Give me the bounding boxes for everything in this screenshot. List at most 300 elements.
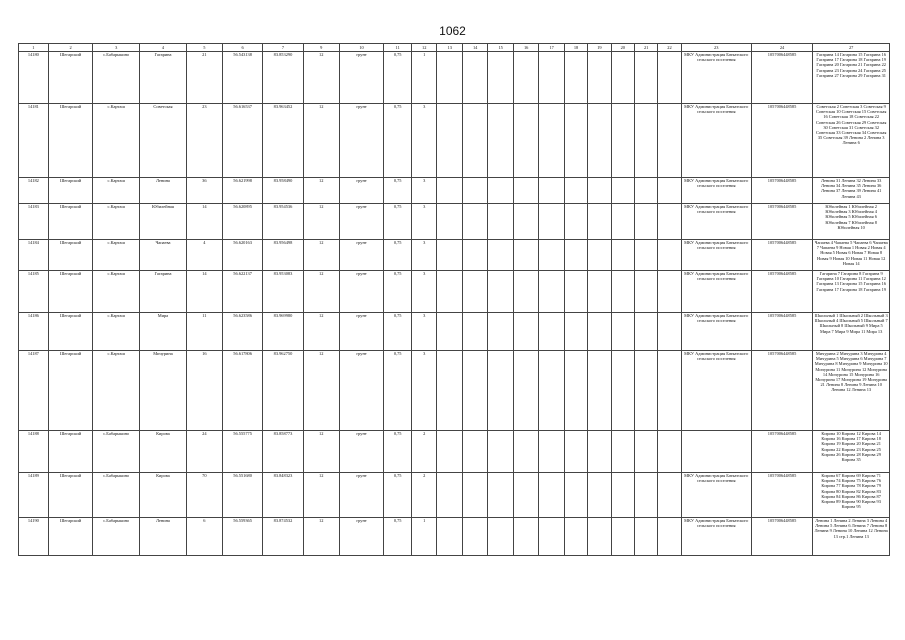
cell-c23 bbox=[681, 431, 751, 473]
cell-c6: 56.551680 bbox=[222, 473, 262, 518]
cell-c15 bbox=[488, 52, 513, 104]
cell-c1: 14188 bbox=[19, 431, 49, 473]
cell-c2: Шегарский bbox=[48, 271, 93, 313]
cell-c19 bbox=[588, 178, 611, 204]
cell-c16 bbox=[513, 313, 538, 351]
cell-c18 bbox=[564, 204, 587, 240]
cell-c4: Гагарина bbox=[140, 52, 187, 104]
cell-c3: с.Бабарыкино bbox=[93, 473, 140, 518]
cell-c22 bbox=[658, 104, 681, 178]
cell-c7: 83.962750 bbox=[263, 351, 303, 431]
table-row bbox=[19, 204, 890, 240]
cell-c19 bbox=[588, 204, 611, 240]
cell-c13 bbox=[437, 351, 462, 431]
cell-c2: Шегарский bbox=[48, 52, 93, 104]
column-header: 15 bbox=[488, 44, 513, 52]
cell-c7: 83.956498 bbox=[263, 240, 303, 271]
cell-c6: 56.622137 bbox=[222, 271, 262, 313]
cell-c2: Шегарский bbox=[48, 431, 93, 473]
cell-c15 bbox=[488, 178, 513, 204]
cell-c22 bbox=[658, 271, 681, 313]
cell-c17 bbox=[539, 104, 564, 178]
cell-c5: 16 bbox=[186, 351, 222, 431]
cell-c19 bbox=[588, 52, 611, 104]
cell-c5: 6 bbox=[186, 518, 222, 556]
cell-c22 bbox=[658, 178, 681, 204]
cell-c19 bbox=[588, 351, 611, 431]
cell-c19 bbox=[588, 271, 611, 313]
table-row bbox=[19, 178, 890, 204]
cell-c22 bbox=[658, 52, 681, 104]
cell-c9: 12 bbox=[303, 351, 339, 431]
cell-c9: 12 bbox=[303, 178, 339, 204]
cell-c9: 12 bbox=[303, 204, 339, 240]
cell-c3: с.Карташ bbox=[93, 204, 140, 240]
cell-c1: 14187 bbox=[19, 351, 49, 431]
cell-c27: Мичурина 2 Мичурина 3 Мичурина 4 Мичурина 5 Мичурина 6 Мичурина 7 Мичурина 8 Мичурина 9 Мичурина 10 Мичурина 11 Мичурина 12 Мичурина 14 Мичурина 15 Мичурина 16 Мичурина 17 Мичурина 19 Мичурина 21 Ленина 8 Ленина 9 Ленина 10 Ленина 12 Ленина 13 bbox=[813, 351, 890, 431]
cell-c13 bbox=[437, 473, 462, 518]
cell-c13 bbox=[437, 240, 462, 271]
cell-c16 bbox=[513, 431, 538, 473]
table-row bbox=[19, 240, 890, 271]
cell-c2: Шегарский bbox=[48, 473, 93, 518]
cell-c12: 3 bbox=[411, 240, 436, 271]
cell-c27: Ленина 1 Ленина 2 Ленина 3 Ленина 4 Ленина 5 Ленина 6 Ленина 7 Ленина 8 Ленина 9 Ленина 10 Ленина 12 Ленина 13 стр.1 Ленина 13 bbox=[813, 518, 890, 556]
cell-c7: 83.853290 bbox=[263, 52, 303, 104]
cell-c19 bbox=[588, 473, 611, 518]
cell-c4: Ленина bbox=[140, 518, 187, 556]
cell-c18 bbox=[564, 104, 587, 178]
cell-c10: грунт bbox=[339, 351, 384, 431]
cell-c21 bbox=[634, 52, 657, 104]
cell-c27: Кирова 10 Кирова 12 Кирова 14 Кирова 16 Кирова 17 Кирова 18 Кирова 19 Кирова 20 Кирова 21 Кирова 22 Кирова 23 Кирова 25 Кирова 26 Кирова 28 Кирова 29 Кирова 35 bbox=[813, 431, 890, 473]
cell-c16 bbox=[513, 271, 538, 313]
cell-c5: 21 bbox=[186, 52, 222, 104]
cell-c3: с.Карташ bbox=[93, 313, 140, 351]
cell-c14 bbox=[462, 313, 487, 351]
cell-c14 bbox=[462, 351, 487, 431]
cell-c18 bbox=[564, 271, 587, 313]
cell-c1: 14184 bbox=[19, 240, 49, 271]
cell-c15 bbox=[488, 104, 513, 178]
cell-c15 bbox=[488, 204, 513, 240]
cell-c21 bbox=[634, 240, 657, 271]
cell-c22 bbox=[658, 313, 681, 351]
cell-c21 bbox=[634, 104, 657, 178]
column-header: 6 bbox=[222, 44, 262, 52]
cell-c20 bbox=[611, 240, 634, 271]
cell-c11: 0,75 bbox=[384, 178, 412, 204]
cell-c9: 12 bbox=[303, 271, 339, 313]
cell-c27: Юбилейная 1 Юбилейная 2 Юбилейная 3 Юбилейная 4 Юбилейная 5 Юбилейная 6 Юбилейная 7 Юбилейная 8 Юбилейная 10 bbox=[813, 204, 890, 240]
cell-c9: 12 bbox=[303, 240, 339, 271]
cell-c20 bbox=[611, 178, 634, 204]
cell-c6: 56.616537 bbox=[222, 104, 262, 178]
column-header: 7 bbox=[263, 44, 303, 52]
cell-c4: Ленина bbox=[140, 178, 187, 204]
cell-c18 bbox=[564, 351, 587, 431]
cell-c11: 0,75 bbox=[384, 104, 412, 178]
column-header: 23 bbox=[681, 44, 751, 52]
cell-c23: МКУ Администрация Баткатского сельского поселения bbox=[681, 473, 751, 518]
table-row bbox=[19, 473, 890, 518]
cell-c14 bbox=[462, 518, 487, 556]
cell-c5: 11 bbox=[186, 313, 222, 351]
cell-c24: 1057006448585 bbox=[751, 431, 813, 473]
cell-c21 bbox=[634, 431, 657, 473]
cell-c11: 0,75 bbox=[384, 473, 412, 518]
column-header: 22 bbox=[658, 44, 681, 52]
table-row bbox=[19, 104, 890, 178]
cell-c5: 14 bbox=[186, 204, 222, 240]
cell-c19 bbox=[588, 313, 611, 351]
header-row bbox=[19, 44, 890, 52]
cell-c14 bbox=[462, 431, 487, 473]
cell-c24: 1057006448585 bbox=[751, 52, 813, 104]
cell-c15 bbox=[488, 240, 513, 271]
cell-c11: 0,75 bbox=[384, 351, 412, 431]
cell-c6: 56.543138 bbox=[222, 52, 262, 104]
cell-c24: 1057006448585 bbox=[751, 518, 813, 556]
cell-c12: 1 bbox=[411, 518, 436, 556]
cell-c21 bbox=[634, 178, 657, 204]
cell-c22 bbox=[658, 473, 681, 518]
cell-c9: 12 bbox=[303, 104, 339, 178]
cell-c20 bbox=[611, 351, 634, 431]
cell-c10: грунт bbox=[339, 518, 384, 556]
cell-c9: 12 bbox=[303, 518, 339, 556]
cell-c27: Гагарина 7 Гагарина 8 Гагарина 9 Гагарина 10 Гагарина 11 Гагарина 12 Гагарина 13 Гагарина 15 Гагарина 16 Гагарина 17 Гагарина 18 Гагарина 19 bbox=[813, 271, 890, 313]
cell-c18 bbox=[564, 52, 587, 104]
cell-c17 bbox=[539, 351, 564, 431]
cell-c16 bbox=[513, 240, 538, 271]
cell-c2: Шегарский bbox=[48, 240, 93, 271]
table-body bbox=[19, 52, 890, 556]
cell-c23: МКУ Администрация Баткатского сельского поселения bbox=[681, 351, 751, 431]
cell-c4: Советская bbox=[140, 104, 187, 178]
column-header: 9 bbox=[303, 44, 339, 52]
column-header: 12 bbox=[411, 44, 436, 52]
table-row bbox=[19, 313, 890, 351]
cell-c5: 36 bbox=[186, 178, 222, 204]
cell-c23: МКУ Администрация Баткатского сельского поселения bbox=[681, 104, 751, 178]
column-header: 5 bbox=[186, 44, 222, 52]
cell-c12: 3 bbox=[411, 178, 436, 204]
cell-c3: с.Карташ bbox=[93, 240, 140, 271]
cell-c6: 56.617806 bbox=[222, 351, 262, 431]
cell-c5: 4 bbox=[186, 240, 222, 271]
cell-c24: 1057006448585 bbox=[751, 313, 813, 351]
cell-c11: 0,75 bbox=[384, 204, 412, 240]
cell-c16 bbox=[513, 52, 538, 104]
cell-c17 bbox=[539, 52, 564, 104]
cell-c22 bbox=[658, 204, 681, 240]
cell-c23: МКУ Администрация Баткатского сельского поселения bbox=[681, 52, 751, 104]
cell-c11: 0,75 bbox=[384, 271, 412, 313]
cell-c16 bbox=[513, 473, 538, 518]
cell-c17 bbox=[539, 271, 564, 313]
column-header: 24 bbox=[751, 44, 813, 52]
cell-c13 bbox=[437, 104, 462, 178]
cell-c18 bbox=[564, 518, 587, 556]
cell-c1: 14180 bbox=[19, 52, 49, 104]
cell-c14 bbox=[462, 240, 487, 271]
table-row bbox=[19, 52, 890, 104]
cell-c23: МКУ Администрация Баткатского сельского поселения bbox=[681, 204, 751, 240]
cell-c3: с.Бабарыкино bbox=[93, 431, 140, 473]
cell-c12: 3 bbox=[411, 313, 436, 351]
cell-c16 bbox=[513, 351, 538, 431]
cell-c20 bbox=[611, 271, 634, 313]
cell-c17 bbox=[539, 313, 564, 351]
cell-c16 bbox=[513, 104, 538, 178]
cell-c11: 0,75 bbox=[384, 518, 412, 556]
cell-c10: грунт bbox=[339, 178, 384, 204]
cell-c16 bbox=[513, 518, 538, 556]
cell-c11: 0,75 bbox=[384, 52, 412, 104]
registry-table bbox=[18, 43, 890, 556]
cell-c9: 12 bbox=[303, 431, 339, 473]
cell-c1: 14190 bbox=[19, 518, 49, 556]
cell-c17 bbox=[539, 240, 564, 271]
cell-c13 bbox=[437, 313, 462, 351]
cell-c6: 56.555775 bbox=[222, 431, 262, 473]
cell-c22 bbox=[658, 518, 681, 556]
cell-c21 bbox=[634, 518, 657, 556]
cell-c4: Чапаева bbox=[140, 240, 187, 271]
cell-c10: грунт bbox=[339, 271, 384, 313]
cell-c18 bbox=[564, 313, 587, 351]
column-header: 1 bbox=[19, 44, 49, 52]
cell-c24: 1057006448585 bbox=[751, 351, 813, 431]
cell-c24: 1057006448585 bbox=[751, 473, 813, 518]
cell-c9: 12 bbox=[303, 313, 339, 351]
table-row bbox=[19, 351, 890, 431]
cell-c2: Шегарский bbox=[48, 351, 93, 431]
cell-c2: Шегарский bbox=[48, 178, 93, 204]
cell-c12: 2 bbox=[411, 431, 436, 473]
column-header: 10 bbox=[339, 44, 384, 52]
cell-c11: 0,75 bbox=[384, 313, 412, 351]
cell-c5: 24 bbox=[186, 431, 222, 473]
cell-c15 bbox=[488, 518, 513, 556]
cell-c23: МКУ Администрация Баткатского сельского поселения bbox=[681, 240, 751, 271]
cell-c12: 3 bbox=[411, 104, 436, 178]
cell-c7: 83.969980 bbox=[263, 313, 303, 351]
cell-c24: 1057006448585 bbox=[751, 204, 813, 240]
cell-c3: с.Карташ bbox=[93, 178, 140, 204]
cell-c4: Мичурина bbox=[140, 351, 187, 431]
column-header: 18 bbox=[564, 44, 587, 52]
cell-c4: Юбилейная bbox=[140, 204, 187, 240]
cell-c7: 83.963452 bbox=[263, 104, 303, 178]
cell-c19 bbox=[588, 240, 611, 271]
cell-c20 bbox=[611, 431, 634, 473]
cell-c14 bbox=[462, 271, 487, 313]
cell-c11: 0,75 bbox=[384, 240, 412, 271]
cell-c1: 14189 bbox=[19, 473, 49, 518]
cell-c13 bbox=[437, 204, 462, 240]
cell-c1: 14182 bbox=[19, 178, 49, 204]
cell-c13 bbox=[437, 431, 462, 473]
cell-c2: Шегарский bbox=[48, 204, 93, 240]
cell-c20 bbox=[611, 518, 634, 556]
cell-c18 bbox=[564, 473, 587, 518]
cell-c17 bbox=[539, 431, 564, 473]
cell-c20 bbox=[611, 204, 634, 240]
cell-c20 bbox=[611, 313, 634, 351]
cell-c2: Шегарский bbox=[48, 518, 93, 556]
table-row bbox=[19, 431, 890, 473]
cell-c14 bbox=[462, 104, 487, 178]
cell-c7: 83.953083 bbox=[263, 271, 303, 313]
cell-c24: 1057006448585 bbox=[751, 104, 813, 178]
column-header: 16 bbox=[513, 44, 538, 52]
cell-c2: Шегарский bbox=[48, 104, 93, 178]
cell-c10: грунт bbox=[339, 240, 384, 271]
cell-c14 bbox=[462, 204, 487, 240]
cell-c23: МКУ Администрация Баткатского сельского поселения bbox=[681, 178, 751, 204]
cell-c10: грунт bbox=[339, 473, 384, 518]
cell-c10: грунт bbox=[339, 431, 384, 473]
cell-c16 bbox=[513, 204, 538, 240]
cell-c3: с.Карташ bbox=[93, 351, 140, 431]
cell-c21 bbox=[634, 204, 657, 240]
cell-c1: 14181 bbox=[19, 104, 49, 178]
cell-c4: Гагарина bbox=[140, 271, 187, 313]
cell-c1: 14186 bbox=[19, 313, 49, 351]
cell-c16 bbox=[513, 178, 538, 204]
cell-c15 bbox=[488, 313, 513, 351]
column-header: 21 bbox=[634, 44, 657, 52]
column-header: 17 bbox=[539, 44, 564, 52]
cell-c6: 56.559365 bbox=[222, 518, 262, 556]
cell-c12: 1 bbox=[411, 52, 436, 104]
cell-c13 bbox=[437, 178, 462, 204]
cell-c19 bbox=[588, 518, 611, 556]
cell-c15 bbox=[488, 351, 513, 431]
cell-c6: 56.623586 bbox=[222, 313, 262, 351]
cell-c4: Мира bbox=[140, 313, 187, 351]
cell-c23: МКУ Администрация Баткатского сельского поселения bbox=[681, 271, 751, 313]
column-header: 20 bbox=[611, 44, 634, 52]
cell-c5: 14 bbox=[186, 271, 222, 313]
column-header: 27 bbox=[813, 44, 890, 52]
cell-c13 bbox=[437, 52, 462, 104]
cell-c24: 1057006448585 bbox=[751, 178, 813, 204]
cell-c15 bbox=[488, 473, 513, 518]
cell-c3: с.Карташ bbox=[93, 104, 140, 178]
cell-c3: с.Бабарыкино bbox=[93, 52, 140, 104]
cell-c13 bbox=[437, 271, 462, 313]
cell-c18 bbox=[564, 431, 587, 473]
cell-c17 bbox=[539, 473, 564, 518]
cell-c11: 0,75 bbox=[384, 431, 412, 473]
cell-c1: 14183 bbox=[19, 204, 49, 240]
cell-c5: 23 bbox=[186, 104, 222, 178]
cell-c21 bbox=[634, 351, 657, 431]
cell-c5: 70 bbox=[186, 473, 222, 518]
cell-c20 bbox=[611, 52, 634, 104]
cell-c10: грунт bbox=[339, 52, 384, 104]
cell-c7: 83.954536 bbox=[263, 204, 303, 240]
cell-c22 bbox=[658, 431, 681, 473]
column-header: 2 bbox=[48, 44, 93, 52]
cell-c19 bbox=[588, 104, 611, 178]
cell-c22 bbox=[658, 240, 681, 271]
cell-c20 bbox=[611, 473, 634, 518]
cell-c21 bbox=[634, 473, 657, 518]
column-header: 11 bbox=[384, 44, 412, 52]
cell-c12: 2 bbox=[411, 473, 436, 518]
cell-c12: 3 bbox=[411, 204, 436, 240]
cell-c6: 56.620163 bbox=[222, 240, 262, 271]
cell-c24: 1057006448585 bbox=[751, 240, 813, 271]
cell-c17 bbox=[539, 178, 564, 204]
table-row bbox=[19, 518, 890, 556]
cell-c15 bbox=[488, 271, 513, 313]
cell-c3: с.Карташ bbox=[93, 271, 140, 313]
cell-c9: 12 bbox=[303, 473, 339, 518]
cell-c14 bbox=[462, 473, 487, 518]
cell-c24: 1057006448585 bbox=[751, 271, 813, 313]
cell-c17 bbox=[539, 204, 564, 240]
cell-c6: 56.621998 bbox=[222, 178, 262, 204]
cell-c13 bbox=[437, 518, 462, 556]
cell-c9: 12 bbox=[303, 52, 339, 104]
cell-c15 bbox=[488, 431, 513, 473]
cell-c23: МКУ Администрация Баткатского сельского поселения bbox=[681, 313, 751, 351]
cell-c1: 14185 bbox=[19, 271, 49, 313]
cell-c21 bbox=[634, 313, 657, 351]
cell-c10: грунт bbox=[339, 204, 384, 240]
cell-c27: Гагарина 14 Гагарина 15 Гагарина 16 Гагарина 17 Гагарина 18 Гагарина 19 Гагарина 20 Гагарина 21 Гагарина 22 Гагарина 23 Гагарина 24 Гагарина 25 Гагарина 27 Гагарина 29 Гагарина 31 bbox=[813, 52, 890, 104]
cell-c27: Школьный 1 Школьный 2 Школьный 3 Школьный 4 Школьный 5 Школьный 7 Школьный 8 Школьный 9 Мира 5 Мира 7 Мира 9 Мира 11 Мира 13 bbox=[813, 313, 890, 351]
cell-c27: Чапаева 4 Чапаева 5 Чапаева 6 Чапаева 7 Чапаева 9 Новая 1 Новая 2 Новая 4 Новая 5 Новая 6 Новая 7 Новая 8 Новая 9 Новая 10 Новая 11 Новая 12 Новая 14 bbox=[813, 240, 890, 271]
cell-c19 bbox=[588, 431, 611, 473]
cell-c2: Шегарский bbox=[48, 313, 93, 351]
cell-c14 bbox=[462, 52, 487, 104]
cell-c7: 83.848323 bbox=[263, 473, 303, 518]
cell-c20 bbox=[611, 104, 634, 178]
column-header: 4 bbox=[140, 44, 187, 52]
cell-c3: с.Бабарыкино bbox=[93, 518, 140, 556]
cell-c18 bbox=[564, 178, 587, 204]
table-row bbox=[19, 271, 890, 313]
cell-c27: Кирова 67 Кирова 69 Кирова 71 Кирова 74 Кирова 75 Кирова 76 Кирова 77 Кирова 78 Кирова 79 Кирова 80 Кирова 82 Кирова 83 Кирова 84 Кирова 86 Кирова 87 Кирова 89 Кирова 90 Кирова 93 Кирова 95 bbox=[813, 473, 890, 518]
cell-c12: 3 bbox=[411, 271, 436, 313]
cell-c6: 56.620895 bbox=[222, 204, 262, 240]
cell-c22 bbox=[658, 351, 681, 431]
cell-c7: 83.858773 bbox=[263, 431, 303, 473]
cell-c23: МКУ Администрация Баткатского сельского поселения bbox=[681, 518, 751, 556]
cell-c21 bbox=[634, 271, 657, 313]
cell-c27: Советская 2 Советская 3 Советская 9 Советская 10 Советская 15 Советская 16 Советская 18 Советская 22 Советская 26 Советская 29 Советская 30 Советская 31 Советская 32 Советская 33 Советская 34 Советская 35 Советская 39 Ленина 2 Ленина 3 Ленина 6 bbox=[813, 104, 890, 178]
cell-c17 bbox=[539, 518, 564, 556]
column-header: 19 bbox=[588, 44, 611, 52]
column-header: 3 bbox=[93, 44, 140, 52]
cell-c10: грунт bbox=[339, 104, 384, 178]
cell-c12: 3 bbox=[411, 351, 436, 431]
cell-c10: грунт bbox=[339, 313, 384, 351]
cell-c7: 83.958490 bbox=[263, 178, 303, 204]
page-number: 1062 bbox=[439, 24, 466, 38]
column-header: 13 bbox=[437, 44, 462, 52]
cell-c4: Кирова bbox=[140, 473, 187, 518]
cell-c4: Кирова bbox=[140, 431, 187, 473]
column-header: 14 bbox=[462, 44, 487, 52]
cell-c27: Ленина 31 Ленина 32 Ленина 33 Ленина 34 Ленина 35 Ленина 36 Ленина 37 Ленина 39 Ленина 41 Ленина 43 bbox=[813, 178, 890, 204]
